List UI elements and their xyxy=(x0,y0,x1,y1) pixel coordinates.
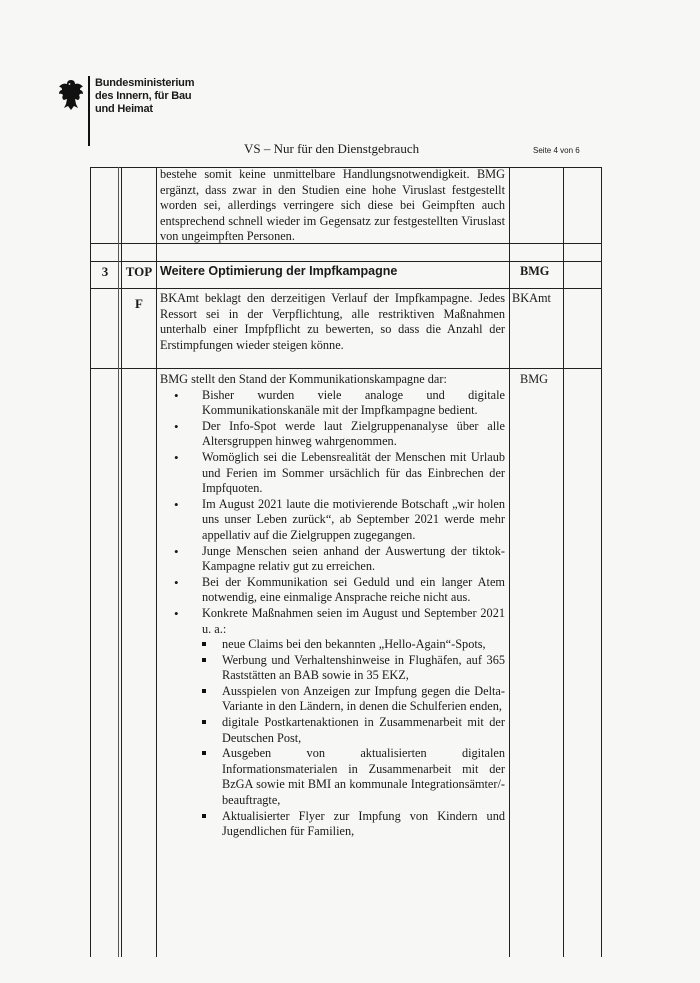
list-item: • Im August 2021 laute die motivierende Botschaft „wir holen uns unser Leben zurück“, ab September 2021 werde mehr appellativ auf die Zielgruppen zugegangen. xyxy=(160,497,505,544)
row-divider xyxy=(90,368,602,369)
row-divider xyxy=(90,261,602,262)
logo-divider xyxy=(88,76,90,146)
list-item: • Konkrete Maßnahmen seien im August und September 2021 u. a.: xyxy=(160,606,505,637)
ministry-name: Bundesministerium des Innern, für Bau und Heimat xyxy=(95,77,195,115)
row-bmg-intro: BMG stellt den Stand der Kommunikationskampagne dar: xyxy=(160,372,447,386)
sub-list-item: Aktualisierter Flyer zur Impfung von Kindern und Jugendlichen für Familien, xyxy=(160,809,505,840)
list-item: • Der Info-Spot werde laut Zielgruppenanalyse über alle Altersgruppen hinweg wahrgenommen. xyxy=(160,419,505,450)
classification-marking: VS – Nur für den Dienstgebrauch xyxy=(244,141,420,156)
agenda-lead: BMG xyxy=(520,264,550,278)
row-bmg-responsible: BMG xyxy=(520,372,549,386)
sub-list-item: digitale Postkartenaktionen in Zusammenarbeit mit der Deutschen Post, xyxy=(160,715,505,746)
col-line xyxy=(563,167,564,957)
list-item: • Womöglich sei die Lebensrealität der Menschen mit Urlaub und Ferien im Sommer ursächlich für das Einbrechen der Impfquoten. xyxy=(160,450,505,497)
sub-list-item: Ausspielen von Anzeigen zur Impfung gegen die Delta-Variante in den Ländern, in denen die Schulferien enden, xyxy=(160,684,505,715)
sub-list xyxy=(160,637,505,840)
row-marker: F xyxy=(135,296,143,311)
row-bmg-content xyxy=(160,372,505,840)
list-item: • Junge Menschen seien anhand der Auswertung der tiktok-Kampagne relativ gut zu erreichen. xyxy=(160,544,505,575)
col-line xyxy=(156,167,157,957)
col-line xyxy=(118,167,119,957)
agenda-table xyxy=(90,167,602,957)
agenda-number: 3 xyxy=(101,264,109,279)
page-number: Seite 4 von 6 xyxy=(533,146,580,155)
col-line xyxy=(509,167,510,957)
row-divider xyxy=(90,288,602,289)
row-f-responsible: BKAmt xyxy=(512,291,551,305)
federal-eagle-icon xyxy=(58,78,84,112)
continuation-text: bestehe somit keine unmittelbare Handlungsnotwendigkeit. BMG ergänzt, dass zwar in den Studien eine hohe Viruslast festgestellt worden sei, allerdings verringere sich diese bei Geimpften auch entsprechend schnell wieder im Gegensatz zur festgestellten Viruslast von ungeimpften Personen. xyxy=(160,167,505,244)
sub-list-item: neue Claims bei den bekannten „Hello-Again“-Spots, xyxy=(160,637,505,653)
list-item: • Bei der Kommunikation sei Geduld und ein langer Atem notwendig, eine einmalige Ansprache reiche nicht aus. xyxy=(160,575,505,606)
col-line xyxy=(601,167,602,957)
bullet-list xyxy=(160,388,505,638)
agenda-type: TOP xyxy=(125,264,153,279)
row-f-text: BKAmt beklagt den derzeitigen Verlauf der Impfkampagne. Jedes Ressort sei in der Verpflichtung, alle restriktiven Maßnahmen unterhalb einer Impfpflicht zu bewerten, so dass die Anzahl der Erstimpfungen wieder steigen könne. xyxy=(160,291,505,352)
sub-list-item: Werbung und Verhaltenshinweise in Flughäfen, auf 365 Raststätten an BAB sowie in 35 EKZ, xyxy=(160,653,505,684)
ministry-logo xyxy=(58,76,208,146)
agenda-title: Weitere Optimierung der Impfkampagne xyxy=(160,264,398,278)
sub-list-item: Ausgeben von aktualisierten digitalen Informationsmaterialen in Zusammenarbeit mit der BzGA sowie mit BMI an kommunale Integrationsämter/-beauftragte, xyxy=(160,746,505,808)
col-line xyxy=(90,167,91,957)
col-line xyxy=(121,167,122,957)
list-item: • Bisher wurden viele analoge und digitale Kommunikationskanäle mit der Impfkampagne bedient. xyxy=(160,388,505,419)
